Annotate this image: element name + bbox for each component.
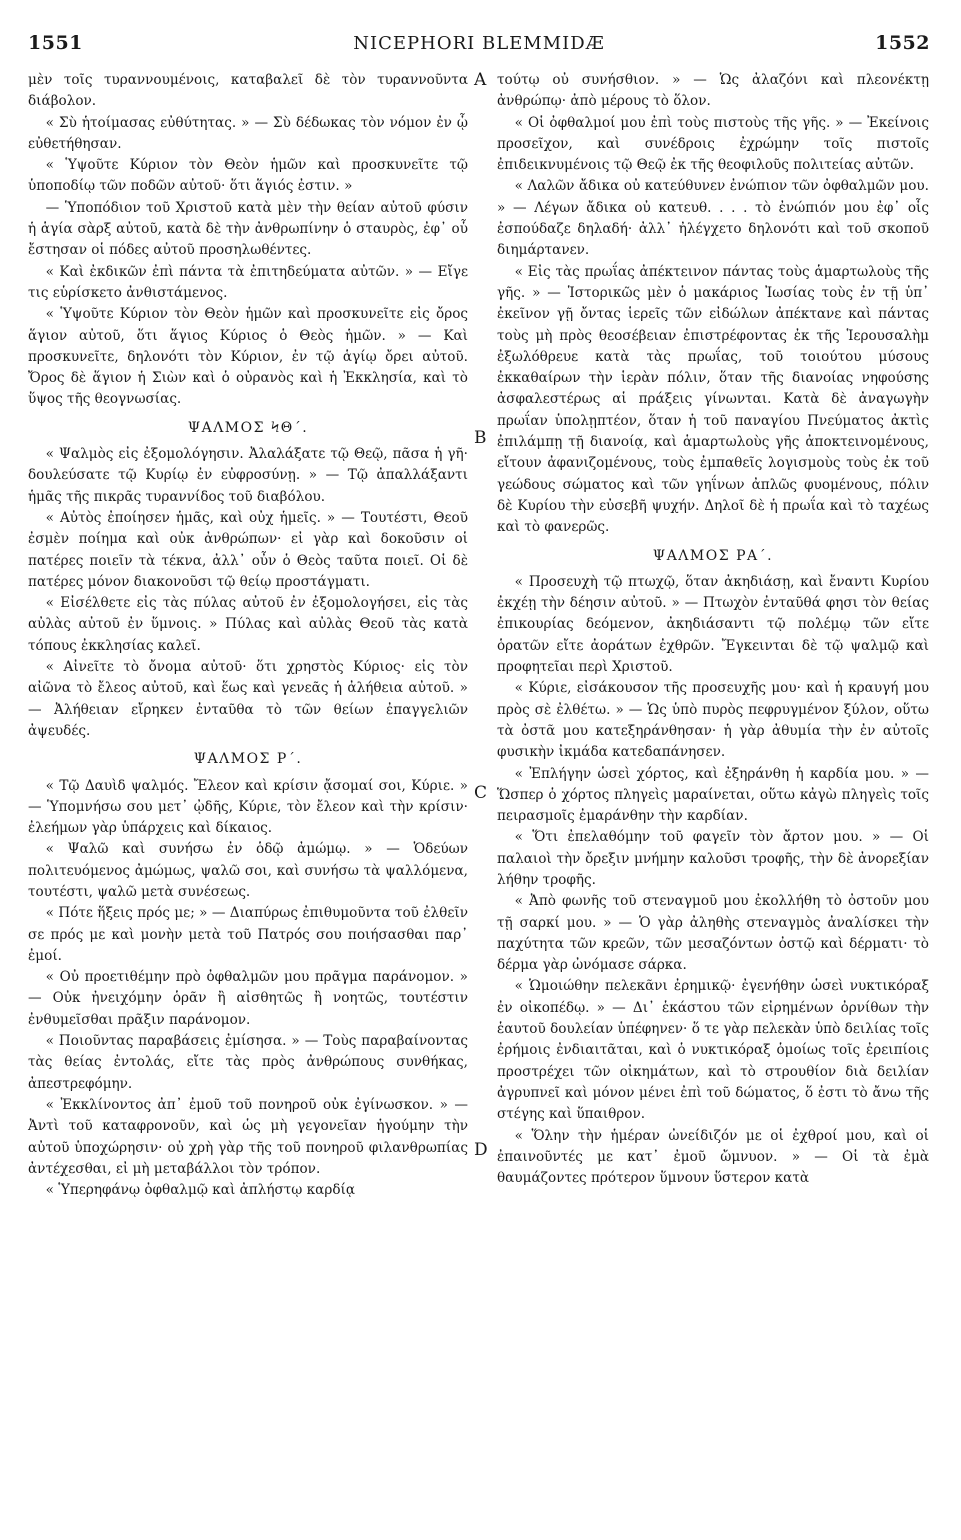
right-column <box>497 70 929 1189</box>
paragraph: « Αἰνεῖτε τὸ ὄνομα αὐτοῦ· ὅτι χρηστὸς Κύριος· εἰς τὸν αἰῶνα τὸ ἔλεος αὐτοῦ, καὶ ἕως καὶ γενεᾶς ἡ ἀλήθεια αὐτοῦ. » — Ἀλήθειαν εἴρηκεν ἐνταῦθα τὸ τῶν θείων ἐπαγγελιῶν ἀψευδές. <box>28 659 468 739</box>
paragraph: « Εἰς τὰς πρωΐας ἀπέκτεινον πάντας τοὺς ἁμαρτωλοὺς τῆς γῆς. » — Ἱστορικῶς μὲν ὁ μακάριος Ἰωσίας τοὺς ἐν τῇ ὑπ᾽ ἐκεῖνον γῇ ὄντας ἱερεῖς τῶν εἰδώλων ἀπέκτανε καὶ πάντας τοὺς μὴ πρὸς θεοσέβειαν ἐπιστρέφοντας ἐκ τῆς Ἱερουσαλὴμ ἐξωλόθρευε κατὰ τὰς πρωΐας, τοῦ τοιούτου μύσους ἐκκαθαίρων τὴν ἱερὰν πόλιν, ὅταν τῆς διανοίας νηφούσης ἀσφαλεστέρως αἱ πράξεις γίνωνται. Κατὰ δὲ ἀναγωγὴν πρωΐαν ὑπολῃπτέον, ὅταν ἡ τοῦ παναγίου Πνεύματος ἀκτὶς ἐπιλάμπῃ τῇ διανοίᾳ, καὶ ἁμαρτωλοὺς γῆς ἀποκτεινομένους, εἴτουν ἀφανιζομένους, τοὺς ἐμπαθεῖς λογισμοὺς τοὺς ἐκ τοῦ γεώδους σώματος καὶ τῶν γηΐνων ἀπλῶς φυομένους, πόλιν δὲ Κυρίου τὴν εὐσεβῆ ψυχήν. Δηλοῖ δὲ ἡ πρωΐα καὶ τὸ ταχέως καὶ τὸ φανερῶς. <box>497 263 929 536</box>
paragraph: « Σὺ ἡτοίμασας εὐθύτητας. » — Σὺ δέδωκας τὸν νόμον ἐν ᾧ εὐθετήθησαν. <box>28 114 468 152</box>
psalm-heading: ΨΑΛΜΟΣ ϞΘ΄. <box>187 419 309 436</box>
paragraph: « Ὑψοῦτε Κύριον τὸν Θεὸν ἡμῶν καὶ προσκυνεῖτε εἰς ὄρος ἅγιον αὐτοῦ, ὅτι ἅγιος Κύριος ὁ Θεὸς ἡμῶν. » — Καὶ προσκυνεῖτε, δηλονότι τὸν Κύριον, ἐν τῷ ἁγίῳ ὄρει αὐτοῦ. Ὄρος δὲ ἅγιον ἡ Σιὼν καὶ ὁ οὐρανὸς καὶ ἡ Ἐκκλησία, καὶ τὸ ὕψος τῆς θεογνωσίας. <box>28 306 468 408</box>
paragraph: « Οὐ προετιθέμην πρὸ ὀφθαλμῶν μου πρᾶγμα παράνομον. » — Οὐκ ἠνειχόμην ὁρᾶν ἢ αἰσθητῶς ἢ νοητῶς, τουτέστιν ἐνθυμεῖσθαι πρᾶξιν παράνομον. <box>28 969 468 1028</box>
paragraph: « Οἱ ὀφθαλμοί μου ἐπὶ τοὺς πιστοὺς τῆς γῆς. » — Ἐκείνοις προσεῖχον, καὶ συνέδροις ἐχρώμην τοῖς πιστοῖς ἐπιδεικνυμένοις τῷ Θεῷ ἐκ τῆς θεοφιλοῦς πολιτείας αὐτῶν. <box>497 114 929 174</box>
psalm-heading: ΨΑΛΜΟΣ ΡΑ΄. <box>652 547 774 564</box>
margin-marker-c: C <box>474 783 488 803</box>
psalm-heading: ΨΑΛΜΟΣ Ρ΄. <box>193 751 303 768</box>
paragraph: « Ψαλῶ καὶ συνήσω ἐν ὁδῷ ἀμώμῳ. » — Ὁδεύων πολιτευόμενος ἀμώμως, ψαλῶ σοι, καὶ συνήσω τὰ ψαλλόμενα, τουτέστι, ψαλῶ μετὰ συνέσεως. <box>28 841 468 900</box>
paragraph: τούτῳ οὐ συνήσθιον. » — Ὡς ἀλαζόνι καὶ πλεονέκτῃ ἀνθρώπῳ· ἀπὸ μέρους τὸ ὅλον. <box>497 72 929 110</box>
running-title: NICEPHORI BLEMMIDÆ <box>353 33 605 54</box>
paragraph: μὲν τοῖς τυραννουμένοις, καταβαλεῖ δὲ τὸν τυραννοῦντα διάβολον. <box>28 72 468 110</box>
margin-marker-d: D <box>474 1140 488 1160</box>
paragraph: « Ἐκκλίνοντος ἀπ᾽ ἐμοῦ τοῦ πονηροῦ οὐκ ἐγίνωσκον. » — Ἀντὶ τοῦ καταφρονοῦν, καὶ ὡς μὴ γεγονεῖαν ἡγούμην τὴν αὐτοῦ ὑποχώρησιν· οὐ χρὴ γὰρ τῆς τοῦ πονηροῦ φιλανθρωπίας ἀντέχεσθαι, εἰ μὴ μεταβάλλοι τὸν τρόπον. <box>28 1096 468 1177</box>
paragraph: « Τῷ Δαυὶδ ψαλμός. Ἔλεον καὶ κρίσιν ᾄσομαί σοι, Κύριε. » — Ὑπομνήσω σου μετ᾽ ᾠδῆς, Κύριε, τὸν ἔλεον καὶ τὴν κρίσιν· ἐλεήμων γὰρ ὑπάρχεις καὶ δίκαιος. <box>28 777 468 837</box>
paragraph: « Ποιοῦντας παραβάσεις ἐμίσησα. » — Τοὺς παραβαίνοντας τὰς θείας ἐντολάς, εἴτε τὰς πρὸς ἀνθρώπους συνθήκας, ἀπεστρεφόμην. <box>28 1033 468 1092</box>
margin-marker-b: B <box>474 428 487 448</box>
paragraph: « Προσευχὴ τῷ πτωχῷ, ὅταν ἀκηδιάσῃ, καὶ ἔναντι Κυρίου ἐκχέῃ τὴν δέησιν αὐτοῦ. » — Πτωχὸν ἐνταῦθά φησι τὸν θείας ἐπικουρίας δεόμενον, ἀκηδιάσαντι τῷ πολέμῳ τῶν εἴτε ὁρατῶν εἴτε ἀοράτων ἐχθρῶν. Ἔγκεινται δὲ τῷ ψαλμῷ καὶ προφητεῖαι περὶ Χριστοῦ. <box>497 573 929 676</box>
left-column <box>28 70 468 1201</box>
paragraph: « Καὶ ἐκδικῶν ἐπὶ πάντα τὰ ἐπιτηδεύματα αὐτῶν. » — Εἴγε τις εὑρίσκετο ἀνθιστάμενος. <box>28 263 468 301</box>
paragraph: « Ὅτι ἐπελαθόμην τοῦ φαγεῖν τὸν ἄρτον μου. » — Οἱ παλαιοὶ τὴν ὄρεξιν μνήμην καλοῦσι τροφῆς, τὴν δὲ ἀνορεξίαν λήθην τροφῆς. <box>497 829 929 888</box>
paragraph: « Ἀπὸ φωνῆς τοῦ στεναγμοῦ μου ἐκολλήθη τὸ ὀστοῦν μου τῇ σαρκί μου. » — Ὁ γὰρ ἀληθὴς στεναγμὸς ἀναλίσκει τὴν παχύτητα τῶν κρεῶν, τῶν μεσαζόντων ὀστῷ καὶ δέρματι· τὸ δέρμα γὰρ ὠνόμασε σάρκα. <box>497 893 929 974</box>
margin-marker-a: A <box>474 70 487 90</box>
paragraph: « Αὐτὸς ἐποίησεν ἡμᾶς, καὶ οὐχ ἡμεῖς. » — Τουτέστι, Θεοῦ ἐσμὲν ποίημα καὶ οὐκ ἀνθρώπων· εἰ γὰρ καὶ δοκοῦσιν οἱ πατέρες ποιεῖν τὰ τέκνα, ἀλλ᾽ οὖν ὁ Θεὸς ταῦτα ποιεῖ. Οἱ δὲ πατέρες μόνον διακονοῦσι τῷ θείῳ προστάγματι. <box>28 509 468 590</box>
paragraph: « Λαλῶν ἄδικα οὐ κατεύθυνεν ἐνώπιον τῶν ὀφθαλμῶν μου. » — Λέγων ἄδικα οὐ κατευθ. . . . τὸ ἐνώπιόν μου ἐφ᾽ οἷς ἐσπούδαζε δηλαδή· ἀλλ᾽ ἠλέγχετο δηλονότι καὶ τοῦ σκοποῦ διημάρτανεν. <box>497 178 929 259</box>
paragraph: « Πότε ἥξεις πρός με; » — Διαπύρως ἐπιθυμοῦντα τοῦ ἐλθεῖν σε πρός με καὶ μονὴν μετὰ τοῦ Πατρός σου ποιήσασθαι παρ᾽ ἐμοί. <box>28 905 468 964</box>
paragraph: « Ἐπλήγην ὡσεὶ χόρτος, καὶ ἐξηράνθη ἡ καρδία μου. » — Ὥσπερ ὁ χόρτος πληγεὶς μαραίνεται, οὕτω κἀγὼ πληγεὶς τοῖς πειρασμοῖς ἐμαράνθην τὴν καρδίαν. <box>497 765 929 825</box>
paragraph: « Ὡμοιώθην πελεκᾶνι ἐρημικῷ· ἐγενήθην ὡσεὶ νυκτικόραξ ἐν οἰκοπέδῳ. » — Δι᾽ ἑκάστου τῶν εἰρημένων ὀρνίθων τὴν ἑαυτοῦ δουλείαν ὑπέφηνεν· ὅ τε γὰρ πελεκὰν ὑπὸ δειλίας τοῖς ἐρήμοις ἐνδιαιτᾶται, καὶ ὁ νυκτικόραξ ὁμοίως τοῖς ἐρειπίοις προστρέχει τῶν οἰκημάτων, καὶ τὸ στρουθίον διὰ δειλίαν ἀγρυπνεῖ καὶ μόνον μένει ἐπὶ τοῦ δώματος, ὅ ἐστι τὸ ἄνω τῆς στέγης καὶ ὕπαιθρον. <box>497 978 929 1123</box>
paragraph: « Ὅλην τὴν ἡμέραν ὠνείδιζόν με οἱ ἐχθροί μου, καὶ οἱ ἐπαινοῦντές με κατ᾽ ἐμοῦ ὤμνυον. » — Οἱ τὰ ἐμὰ θαυμάζοντες πρότερον ὕμνουν ὕστερον κατὰ <box>497 1127 929 1187</box>
paragraph: « Εἰσέλθετε εἰς τὰς πύλας αὐτοῦ ἐν ἐξομολογήσει, εἰς τὰς αὐλὰς αὐτοῦ ἐν ὕμνοις. » Πύλας καὶ αὐλὰς Θεοῦ τὰς κατὰ τόπους ἐκκλησίας καλεῖ. <box>28 595 468 654</box>
paragraph: « Ὑψοῦτε Κύριον τὸν Θεὸν ἡμῶν καὶ προσκυνεῖτε τῷ ὑποποδίῳ τῶν ποδῶν αὐτοῦ· ὅτι ἅγιός ἐστιν. » <box>28 157 468 195</box>
paragraph: « Κύριε, εἰσάκουσον τῆς προσευχῆς μου· καὶ ἡ κραυγή μου πρὸς σὲ ἐλθέτω. » — Ὡς ὑπὸ πυρὸς πεφρυγμένον ξύλον, οὕτω τὰ ὀστᾶ μου κατεξηράνθησαν· ἡ γὰρ ἀθυμία τὴν ἐν αὐτοῖς φυσικὴν ἰκμάδα κατεδαπάνησεν. <box>497 680 929 761</box>
paragraph: « Ὑπερηφάνῳ ὀφθαλμῷ καὶ ἀπλήστῳ καρδίᾳ <box>45 1182 356 1199</box>
page-header <box>28 32 930 58</box>
page-number-left: 1551 <box>28 32 83 54</box>
page-number-right: 1552 <box>875 32 930 54</box>
paragraph: « Ψαλμὸς εἰς ἐξομολόγησιν. Ἀλαλάξατε τῷ Θεῷ, πᾶσα ἡ γῆ· δουλεύσατε τῷ Κυρίῳ ἐν εὐφροσύνῃ. » — Τῷ ἀπαλλάξαντι ἡμᾶς τῆς πικρᾶς τυραννίδος τοῦ διαβόλου. <box>28 446 468 505</box>
paragraph: — Ὑποπόδιον τοῦ Χριστοῦ κατὰ μὲν τὴν θείαν αὐτοῦ φύσιν ἡ ἁγία σὰρξ αὐτοῦ, κατὰ δὲ τὴν ἀνθρωπίνην ὁ σταυρὸς, ἐφ᾽ οὗ ἔστησαν οἱ πόδες αὐτοῦ προσηλωθέντες. <box>28 199 468 259</box>
